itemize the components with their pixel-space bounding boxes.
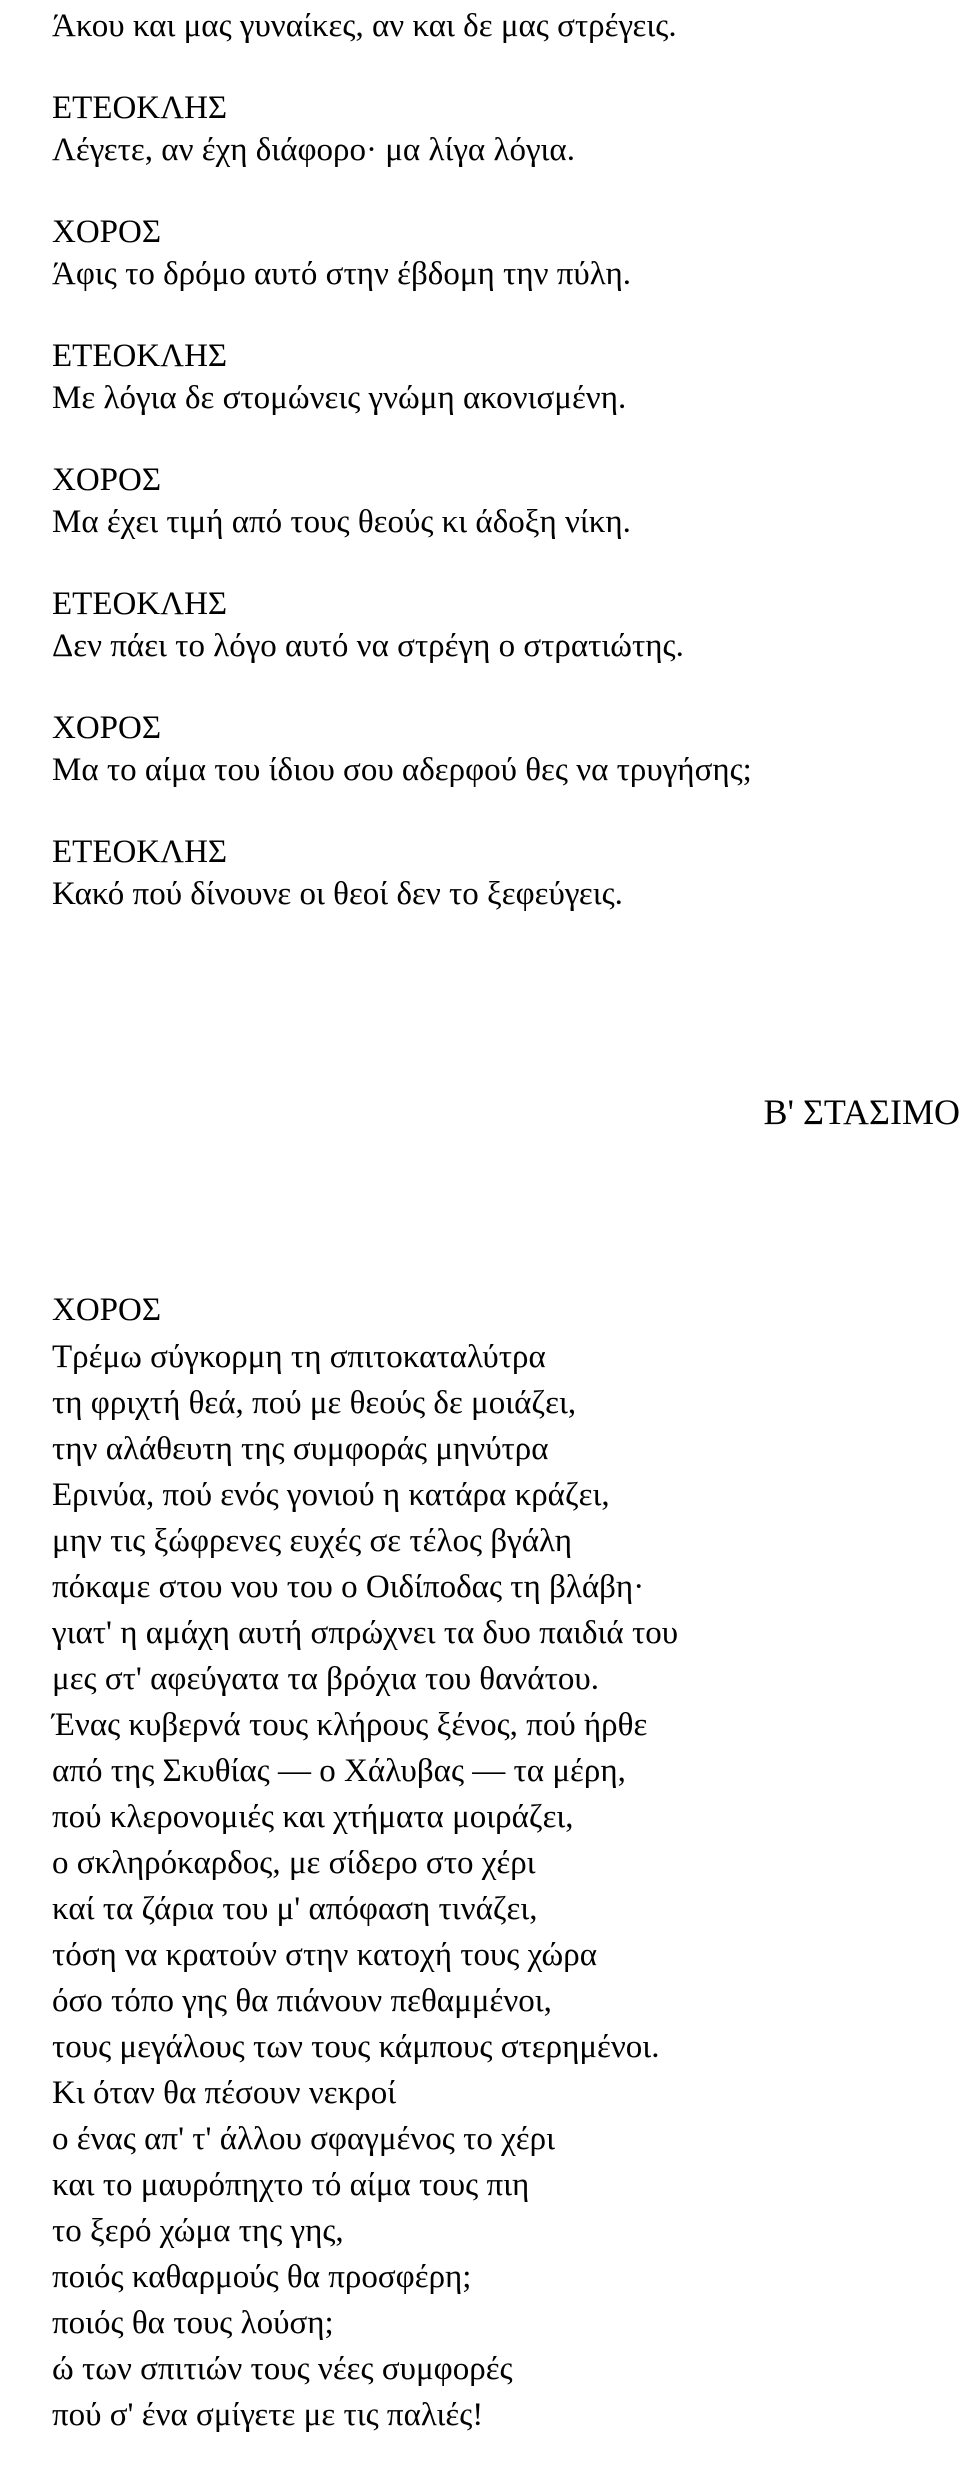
verse-line: Άκου και μας γυναίκες, αν και δε μας στρέγεις. [52,8,677,44]
verse-line: Τρέμω σύγκορμη τη σπιτοκαταλύτρα [52,1339,546,1375]
verse-line: από της Σκυθίας — ο Χάλυβας — τα μέρη, [52,1753,626,1789]
verse-line: ο ένας απ' τ' άλλου σφαγμένος το χέρι [52,2121,555,2157]
verse-line: Κακό πού δίνουνε οι θεοί δεν το ξεφεύγεις. [52,876,623,912]
verse-line: μες στ' αφεύγατα τα βρόχια του θανάτου. [52,1661,599,1697]
verse-line: Ερινύα, πού ενός γονιού η κατάρα κράζει, [52,1477,610,1513]
speaker-name: ΕΤΕΟΚΛΗΣ [52,90,228,126]
speaker-name: ΧΟΡΟΣ [52,462,162,498]
verse-line: το ξερό χώμα της γης, [52,2213,344,2249]
verse-line: Με λόγια δε στομώνεις γνώμη ακονισμένη. [52,380,627,416]
verse-line: καί τα ζάρια του μ' απόφαση τινάζει, [52,1891,538,1927]
verse-line: Κι όταν θα πέσουν νεκροί [52,2075,397,2111]
verse-line: τους μεγάλους των τους κάμπους στερημένοι. [52,2029,660,2065]
verse-line: ο σκληρόκαρδος, με σίδερο στο χέρι [52,1845,536,1881]
verse-line: γιατ' η αμάχη αυτή σπρώχνει τα δυο παιδιά του [52,1615,679,1651]
verse-line: Άφις το δρόμο αυτό στην έβδομη την πύλη. [52,256,631,292]
verse-line: Μα έχει τιμή από τους θεούς κι άδοξη νίκη. [52,504,631,540]
verse-line: τόση να κρατούν στην κατοχή τους χώρα [52,1937,598,1973]
section-title: Β' ΣΤΑΣΙΜΟ [763,1092,960,1132]
verse-line: μην τις ξώφρενες ευχές σε τέλος βγάλη [52,1523,572,1559]
verse-line: πού κλερονομιές και χτήματα μοιράζει, [52,1799,574,1835]
verse-line: πού σ' ένα σμίγετε με τις παλιές! [52,2397,484,2433]
verse-line: και το μαυρόπηχτο τό αίμα τους πιη [52,2167,530,2203]
verse-line: Δεν πάει το λόγο αυτό να στρέγη ο στρατιώτης. [52,628,684,664]
speaker-name: ΕΤΕΟΚΛΗΣ [52,834,228,870]
speaker-name: ΧΟΡΟΣ [52,710,162,746]
speaker-name: ΕΤΕΟΚΛΗΣ [52,586,228,622]
speaker-name: ΧΟΡΟΣ [52,1292,162,1328]
verse-line: πόκαμε στου νου του ο Οιδίποδας τη βλάβη· [52,1569,645,1605]
speaker-name: ΧΟΡΟΣ [52,214,162,250]
verse-line: Λέγετε, αν έχη διάφορο· μα λίγα λόγια. [52,132,575,168]
verse-line: Μα το αίμα του ίδιου σου αδερφού θες να τρυγήσης; [52,752,752,788]
verse-line: τη φριχτή θεά, πού με θεούς δε μοιάζει, [52,1385,577,1421]
verse-line: ποιός καθαρμούς θα προσφέρη; [52,2259,472,2295]
verse-line: ώ των σπιτιών τους νέες συμφορές [52,2351,513,2387]
verse-line: Ένας κυβερνά τους κλήρους ξένος, πού ήρθε [52,1707,648,1743]
verse-line: όσο τόπο γης θα πιάνουν πεθαμμένοι, [52,1983,552,2019]
verse-line: την αλάθευτη της συμφοράς μηνύτρα [52,1431,549,1467]
speaker-name: ΕΤΕΟΚΛΗΣ [52,338,228,374]
verse-line: ποιός θα τους λούση; [52,2305,334,2341]
